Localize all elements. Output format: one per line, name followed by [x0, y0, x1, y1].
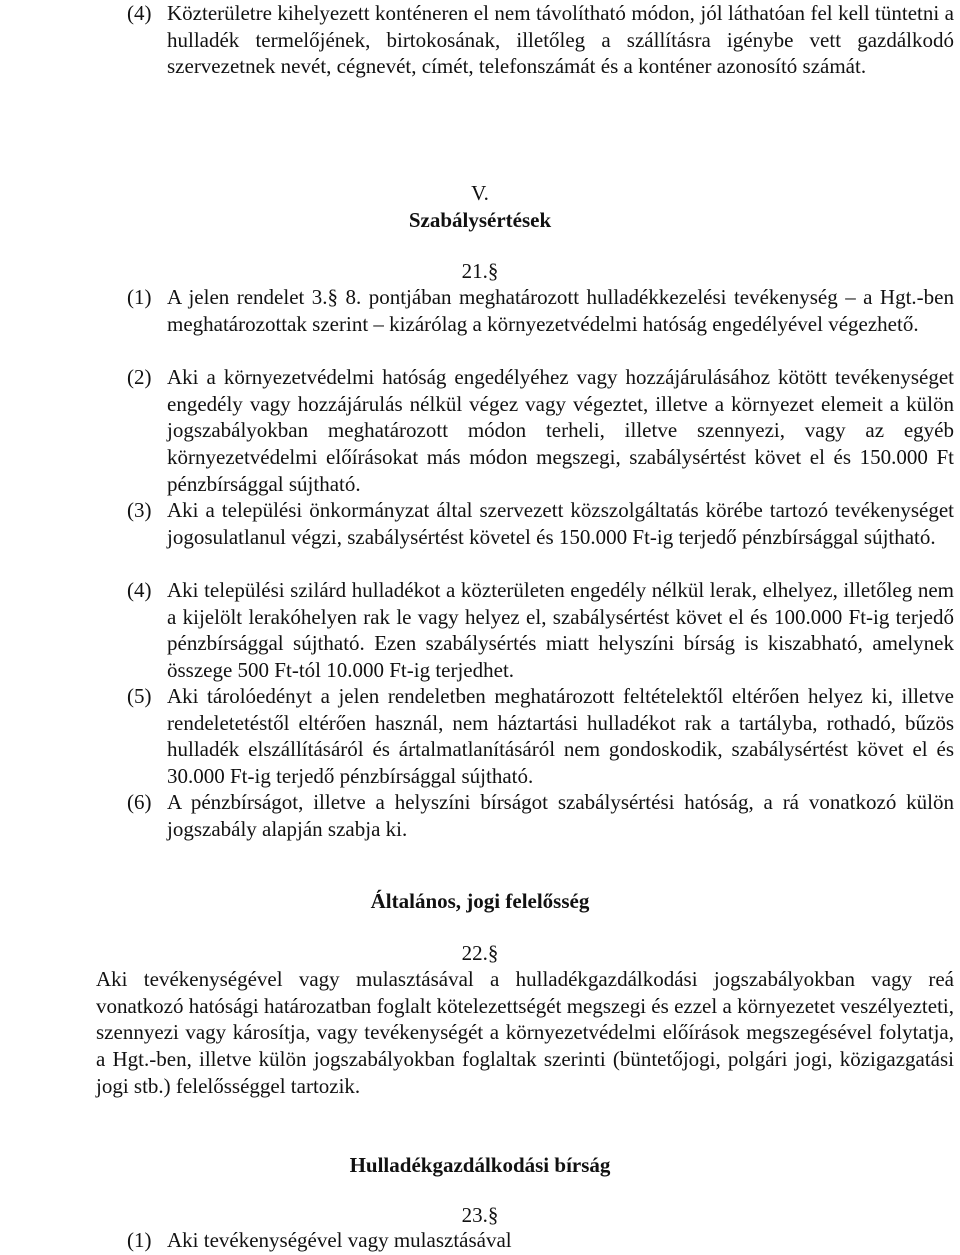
section-title-general: Általános, jogi felelősség — [370, 889, 590, 913]
item-number: (2) — [127, 365, 152, 389]
par21-item-6 — [127, 789, 954, 842]
par21-item-2 — [127, 364, 954, 498]
par23-item-1 — [127, 1227, 954, 1254]
item-number: (1) — [127, 285, 152, 309]
par21-item-5 — [127, 683, 954, 790]
item-text: Aki tárolóedényt a jelen rendeletben meghatározott feltételektől eltérően helyez ki, illetve rendeletetéstől eltérően használ, nem háztartási hulladékot rak a tartályba, rothadó, bűzös hulladék elszállításáról és ártalmatlanításáról nem gondoskodik, szabálysértést követ el és 30.000 Ft-ig terjedő pénzbírsággal sújtható. — [167, 684, 954, 789]
item-number: (4) — [127, 578, 152, 602]
item-text: A jelen rendelet 3.§ 8. pontjában meghatározott hulladékkezelési tevékenység – a Hgt.-ben meghatározottak szerint – kizárólag a környezetvédelmi hatóság engedélyével végezhető. — [167, 285, 954, 336]
paragraph-22-heading: 22.§ — [461, 941, 499, 965]
item-text: Aki települési szilárd hulladékot a közterületen engedély nélkül lerak, elhelyez, illetőleg nem a kijelölt lerakóhelyen rak le vagy helyez el, szabálysértést követ el és 100.000 Ft-ig terjedő pénzbírsággal sújtható. Ezen szabálysértés miatt helyszíni bírság is kiszabható, amelynek összege 500 Ft-tól 10.000 Ft-ig terjedhet. — [167, 578, 954, 683]
paragraph-23-heading: 23.§ — [461, 1203, 499, 1227]
item-text: A pénzbírságot, illetve a helyszíni bírságot szabálysértési hatóság, a rá vonatkozó külön jogszabály alapján szabja ki. — [167, 790, 954, 841]
paragraph-22-text: Aki tevékenységével vagy mulasztásával a hulladékgazdálkodási jogszabályokban vagy reá vonatkozó hatósági határozatban foglalt kötelezettségét megszegi és ezzel a környezetet veszélyezteti, szennyezi vagy károsítja, vagy tevékenységét a környezetvédelmi előírások megszegésével folytatja, a Hgt.-ben, illetve külön jogszabályokban foglaltak szerinti (büntetőjogi, polgári jogi, közigazgatási jogi stb.) felelősséggel tartozik. — [96, 967, 954, 1098]
item-text: Közterületre kihelyezett konténeren el nem távolítható módon, jól láthatóan fel kell tüntetni a hulladék termelőjének, birtokosának, illetőleg a szállításra igénybe vett gazdálkodó szervezetnek nevét, cégnevét, címét, telefonszámát és a konténer azonosító számát. — [167, 1, 954, 79]
par21-item-1 — [127, 284, 954, 337]
item-number: (6) — [127, 790, 152, 814]
item-text: Aki tevékenységével vagy mulasztásával — [167, 1228, 512, 1252]
chapter-title: Szabálysértések — [408, 208, 552, 232]
item-number: (3) — [127, 498, 152, 522]
paragraph-21-heading: 21.§ — [461, 259, 499, 283]
par21-item-4 — [127, 577, 954, 684]
item-number: (1) — [127, 1228, 152, 1252]
chapter-number: V. — [471, 181, 489, 205]
item-number: (5) — [127, 684, 152, 708]
item-text: Aki a települési önkormányzat által szervezett közszolgáltatás körébe tartozó tevékenységet jogosulatlanul végzi, szabálysértést követel és 150.000 Ft-ig terjedő pénzbírsággal sújtható. — [167, 498, 954, 549]
item-number: (4) — [127, 1, 152, 25]
item-text: Aki a környezetvédelmi hatóság engedélyéhez vagy hozzájárulásához kötött tevékenységet engedély vagy hozzájárulás nélkül végez vagy végeztet, illetve a környezet elemeit a külön jogszabályokban meghatározott módon terheli, illetve szennyezi, vagy az egyéb környezetvédelmi előírásokat más módon megszegi, szabálysértést követ el és 150.000 Ft pénzbírsággal sújtható. — [167, 365, 954, 496]
prev-item-4 — [127, 0, 954, 80]
par21-item-3 — [127, 497, 954, 550]
section-title-fine: Hulladékgazdálkodási bírság — [349, 1153, 611, 1177]
